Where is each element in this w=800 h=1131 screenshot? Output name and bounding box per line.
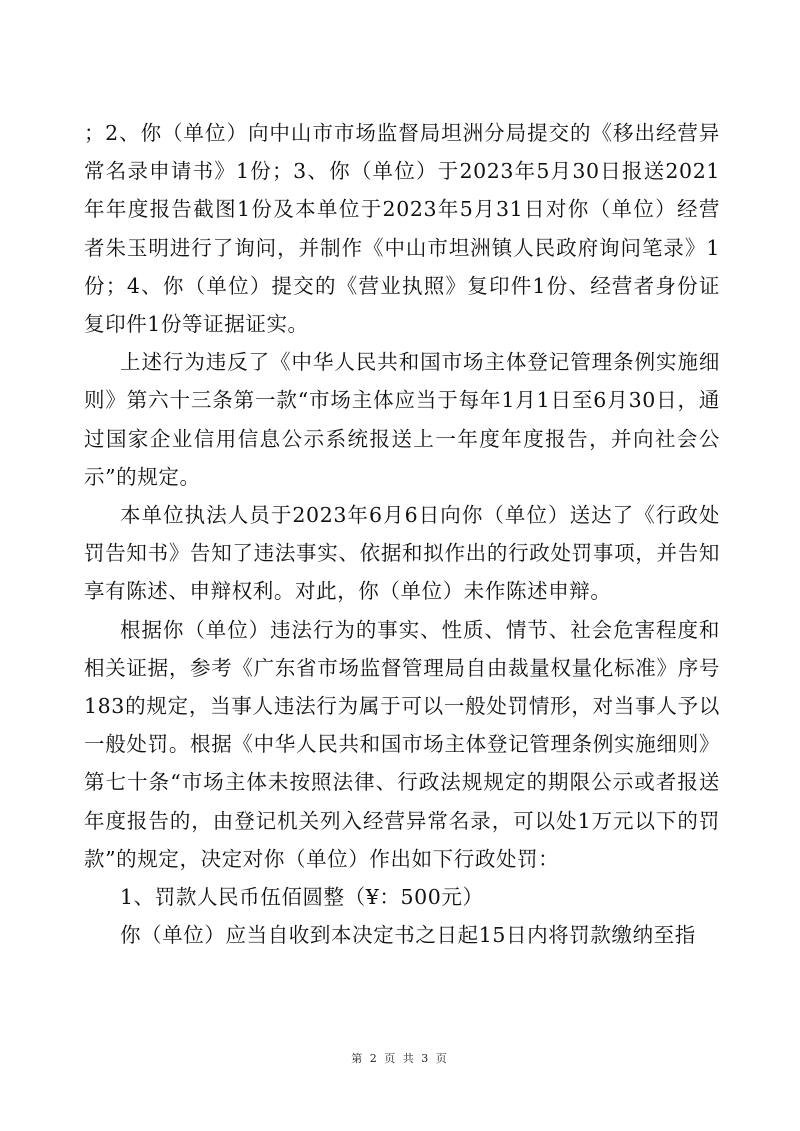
decision-basis-paragraph: 根据你（单位）违法行为的事实、性质、情节、社会危害程度和相关证据，参考《广东省市场监督管理局自由裁量权量化标准》序号183的规定，当事人违法行为属于可以一般处罚情形，对当事人予以一般处罚。根据《中华人民共和国市场主体登记管理条例实施细则》第七十条“市场主体未按照法律、行政法规规定的期限公示或者报送年度报告的，由登记机关列入经营异常名录，可以处1万元以下的罚款”的规定，决定对你（单位）作出如下行政处罚： <box>84 617 720 871</box>
payment-paragraph: 你（单位）应当自收到本决定书之日起15日内将罚款缴纳至指 <box>120 923 696 948</box>
penalty-item: 1、罚款人民币伍佰圆整（¥：500元） <box>120 885 484 910</box>
violation-paragraph: 上述行为违反了《中华人民共和国市场主体登记管理条例实施细则》第六十三条第一款“市场主体应当于每年1月1日至6月30日，通过国家企业信用信息公示系统报送上一年度年度报告，并向社会公示”的规定。 <box>84 350 720 489</box>
evidence-paragraph: ；2、你（单位）向中山市市场监督局坦洲分局提交的《移出经营异常名录申请书》1份；3、你（单位）于2023年5月30日报送2021年年度报告截图1份及本单位于2023年5月31日对你（单位）经营者朱玉明进行了询问，并制作《中山市坦洲镇人民政府询问笔录》1份；4、你（单位）提交的《营业执照》复印件1份、经营者身份证复印件1份等证据证实。 <box>84 121 720 337</box>
document-body <box>84 114 720 954</box>
notice-paragraph: 本单位执法人员于2023年6月6日向你（单位）送达了《行政处罚告知书》告知了违法事实、依据和拟作出的行政处罚事项，并告知享有陈述、申辩权利。对此，你（单位）未作陈述申辩。 <box>84 503 720 604</box>
page-number-footer: 第 2 页 共 3 页 <box>351 1052 449 1065</box>
